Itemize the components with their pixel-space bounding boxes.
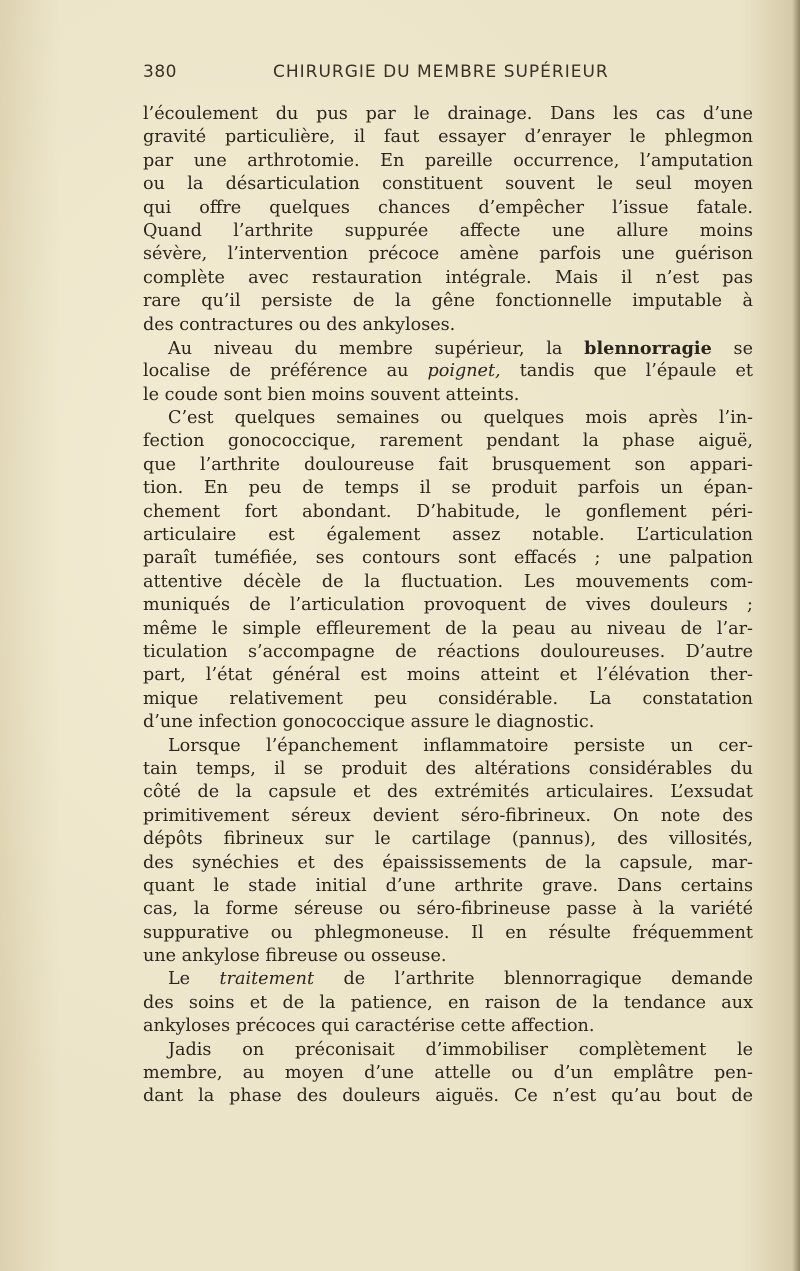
text-line: membre, au moyen d’une attelle ou d’un emplâtre pen- [143, 1063, 753, 1084]
text-line: tain temps, il se produit des altérations considérables du [143, 758, 753, 779]
text-line [143, 360, 753, 383]
text-line: complète avec restauration intégrale. Mais il n’est pas [143, 267, 753, 288]
text-line: des synéchies et des épaississements de la capsule, mar- [143, 852, 753, 873]
text-line: primitivement séreux devient séro-fibrineux. On note des [143, 805, 753, 826]
text-line: d’une infection gonococcique assure le diagnostic. [143, 712, 595, 733]
text-line: articulaire est également assez notable. L’articulation [143, 525, 753, 546]
text-line: paraît tuméfiée, ses contours sont effacés ; une palpation [143, 548, 753, 569]
text-line: quant le stade initial d’une arthrite grave. Dans certains [143, 875, 753, 896]
text-line: ticulation s’accompagne de réactions douloureuses. D’autre [143, 641, 753, 662]
text-run: Au niveau du membre supérieur, la [168, 338, 585, 359]
text-line: une ankylose fibreuse ou osseuse. [143, 946, 447, 967]
italic-term-traitement: traitement [219, 969, 315, 990]
text-line: sévère, l’intervention précoce amène parfois une guérison [143, 244, 753, 265]
running-title: CHIRURGIE DU MEMBRE SUPÉRIEUR [273, 62, 609, 82]
text-run: se [711, 338, 753, 359]
text-line: ou la désarticulation constituent souvent le seul moyen [143, 174, 753, 195]
text-line: rare qu’il persiste de la gêne fonctionnelle imputable à [143, 291, 753, 312]
text-line: dant la phase des douleurs aiguës. Ce n’est qu’au bout de [143, 1086, 753, 1107]
text-line: cas, la forme séreuse ou séro-fibrineuse passe à la variété [143, 899, 753, 920]
text-run: de l’arthrite blennorragique demande [314, 969, 753, 990]
text-line [143, 968, 753, 991]
page-edge-shadow [792, 0, 800, 1271]
text-line: par une arthrotomie. En pareille occurrence, l’amputation [143, 150, 753, 171]
text-line: côté de la capsule et des extrémités articulaires. L’exsudat [143, 782, 753, 803]
text-line [143, 337, 753, 360]
text-line: Jadis on préconisait d’immobiliser complètement le [168, 1039, 753, 1060]
text-line: C’est quelques semaines ou quelques mois après l’in- [168, 408, 753, 429]
italic-term-poignet: poignet, [427, 361, 501, 382]
text-line: même le simple effleurement de la peau au niveau de l’ar- [143, 618, 753, 639]
text-line: des soins et de la patience, en raison de la tendance aux [143, 992, 753, 1013]
body-text [143, 103, 753, 1109]
text-line: chement fort abondant. D’habitude, le gonflement péri- [143, 501, 753, 522]
text-line: tion. En peu de temps il se produit parfois un épan- [143, 478, 753, 499]
text-run: Le [168, 969, 220, 990]
text-line: gravité particulière, il faut essayer d’enrayer le phlegmon [143, 127, 753, 148]
text-line: Lorsque l’épanchement inflammatoire persiste un cer- [168, 735, 753, 756]
text-run: tandis que l’épaule et [500, 361, 753, 382]
page-number: 380 [143, 62, 177, 82]
text-line: le coude sont bien moins souvent atteints. [143, 384, 520, 405]
text-line: suppurative ou phlegmoneuse. Il en résulte fréquemment [143, 922, 753, 943]
text-line: que l’arthrite douloureuse fait brusquement son appari- [143, 454, 753, 475]
running-header [143, 62, 753, 86]
bold-term-blennorragie: blennorragie [584, 337, 712, 359]
text-line: dépôts fibrineux sur le cartilage (pannus), des villosités, [143, 829, 753, 850]
text-line: l’écoulement du pus par le drainage. Dans les cas d’une [143, 104, 753, 124]
text-line: fection gonococcique, rarement pendant la phase aiguë, [143, 431, 753, 452]
text-line: Quand l’arthrite suppurée affecte une allure moins [143, 220, 753, 241]
text-line: attentive décèle de la fluctuation. Les mouvements com- [143, 571, 753, 592]
text-line: ankyloses précoces qui caractérise cette affection. [143, 1016, 595, 1037]
text-line: part, l’état général est moins atteint et l’élévation ther- [143, 665, 753, 686]
text-line: qui offre quelques chances d’empêcher l’issue fatale. [143, 197, 753, 218]
text-line: des contractures ou des ankyloses. [143, 314, 456, 335]
text-line: mique relativement peu considérable. La constatation [143, 688, 753, 709]
text-run: localise de préférence au [143, 361, 428, 382]
text-line: muniqués de l’articulation provoquent de vives douleurs ; [143, 595, 753, 616]
